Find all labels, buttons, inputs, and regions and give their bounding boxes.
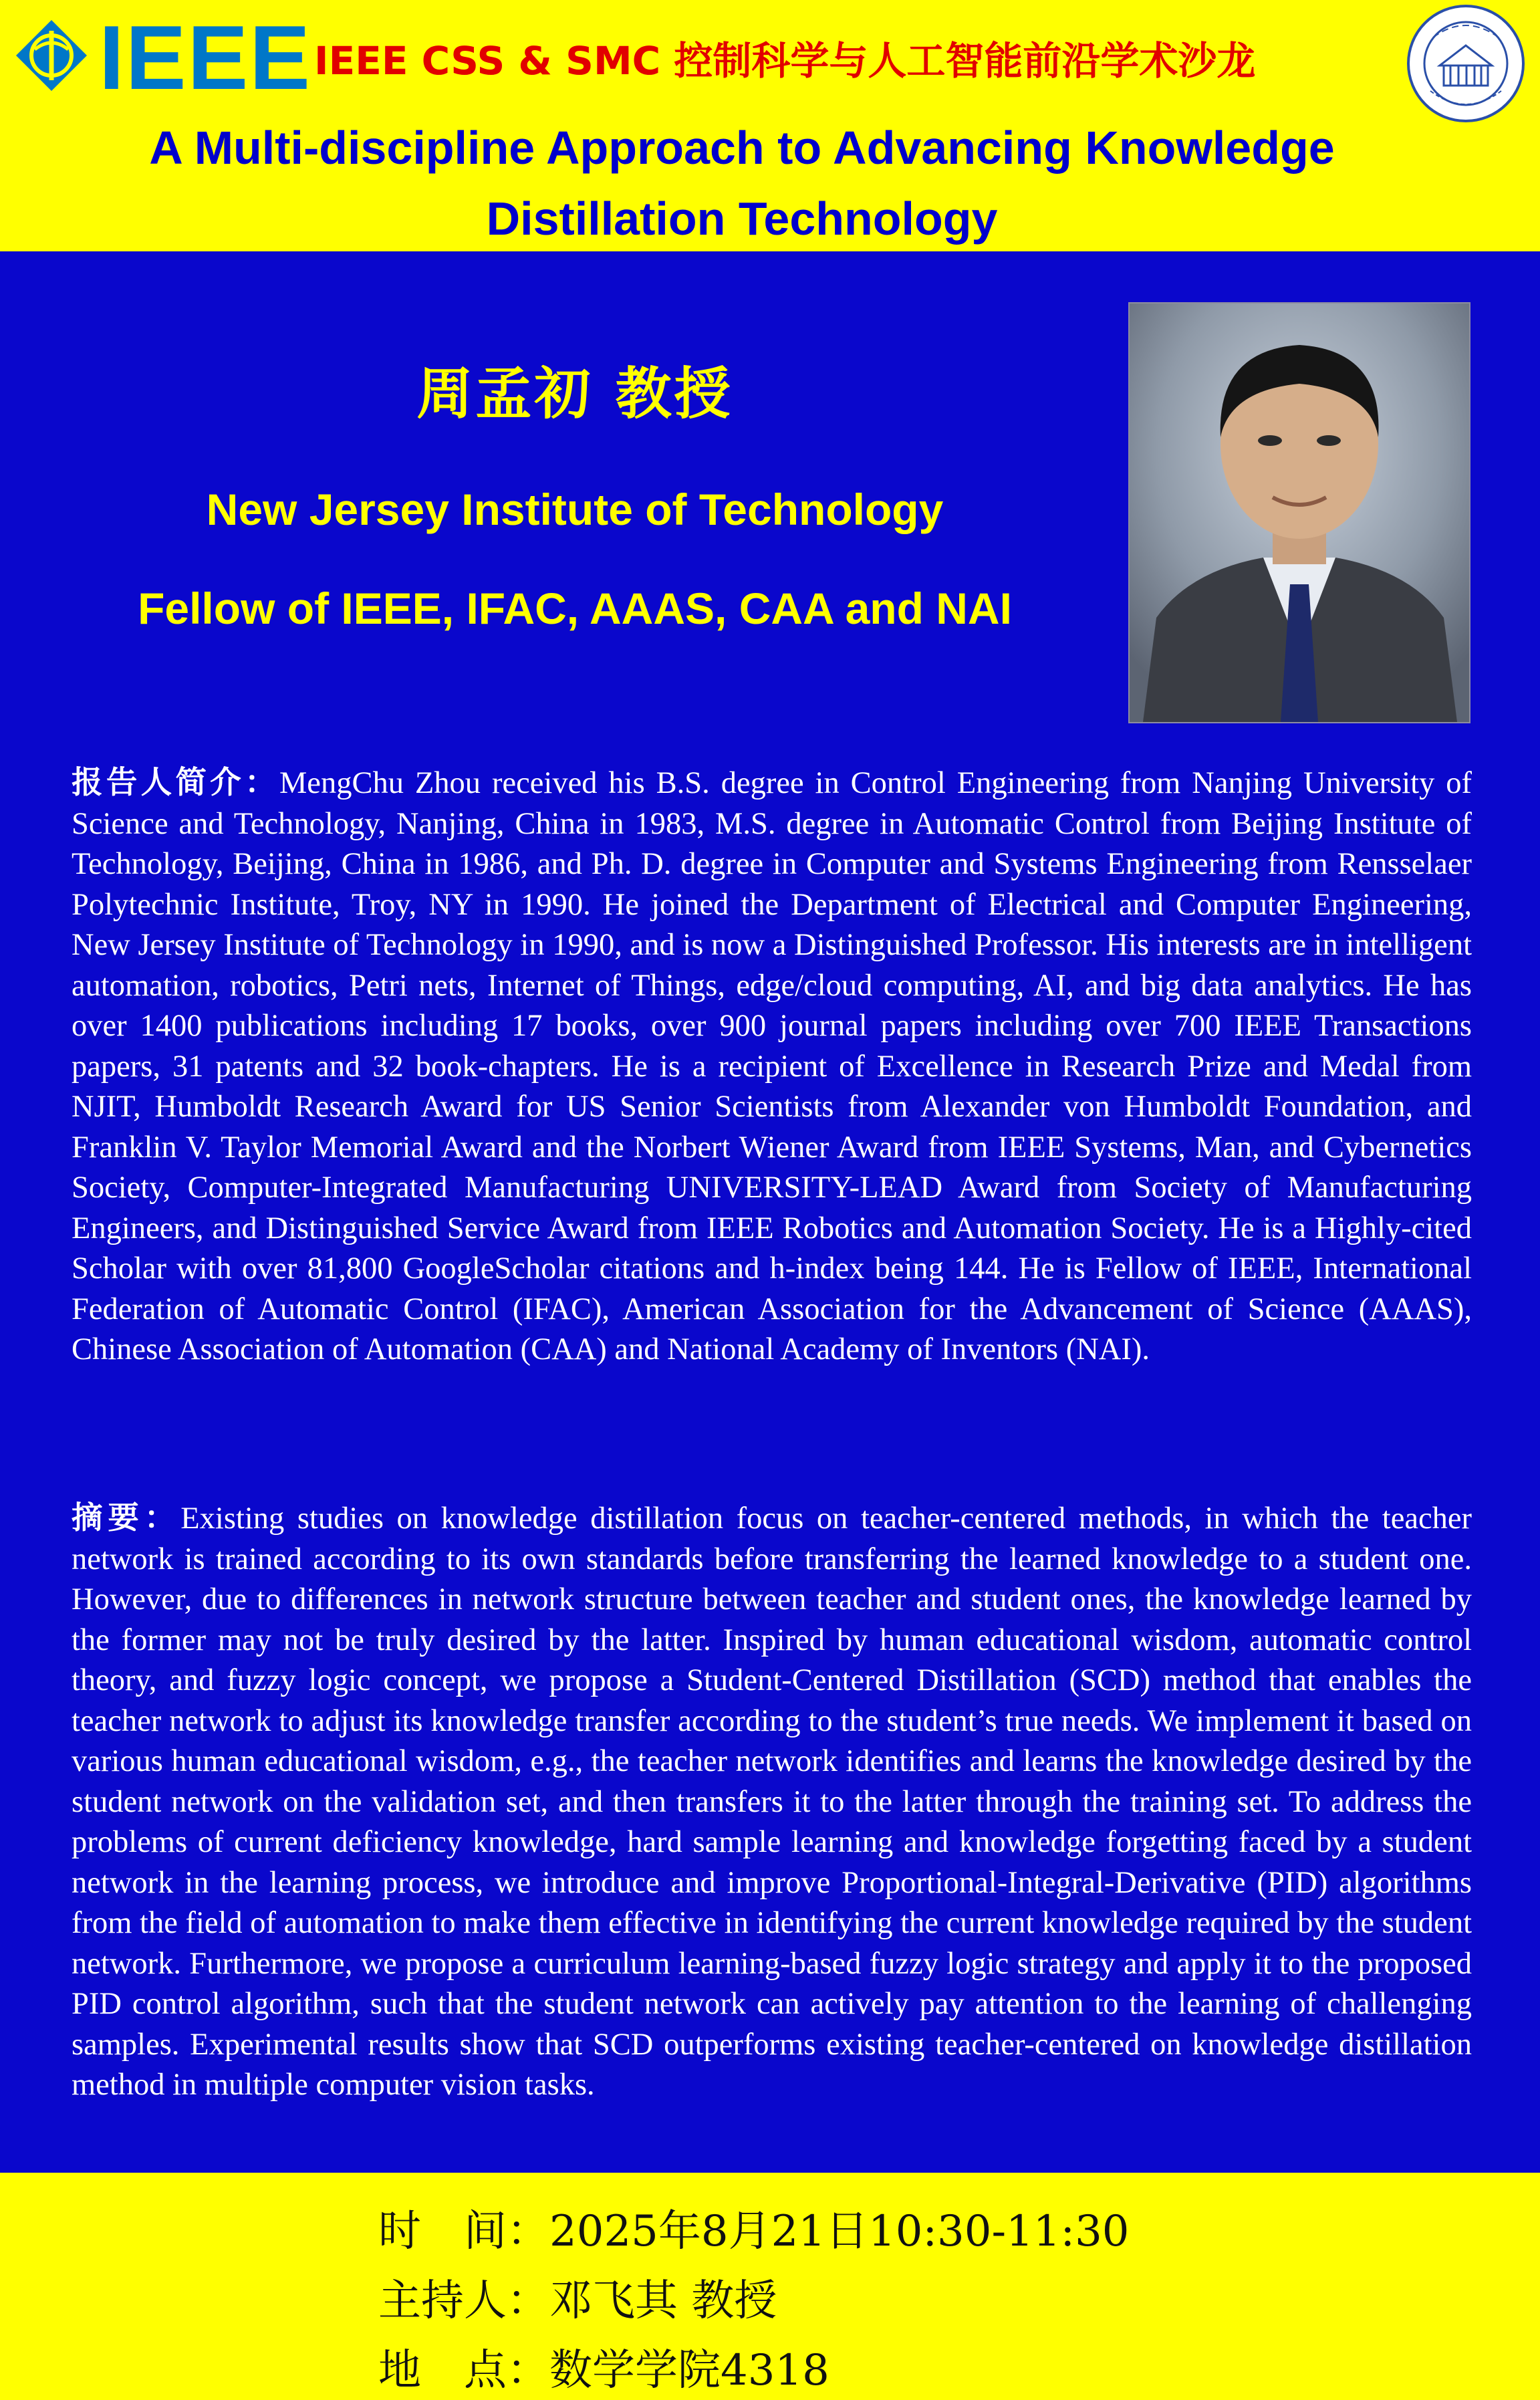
event-place-label-a: 地 — [378, 2346, 421, 2395]
event-host-value: 邓飞其 教授 — [549, 2276, 777, 2326]
abstract-label: 摘要： — [72, 1499, 181, 1536]
event-time-value: 2025年8月21日10:30-11:30 — [549, 2207, 1130, 2256]
event-place-value: 数学学院4318 — [549, 2346, 829, 2395]
university-seal-icon — [1406, 4, 1525, 123]
event-time — [378, 2197, 1515, 2258]
header-banner — [0, 0, 1540, 251]
ieee-logo — [15, 7, 311, 108]
abstract-text: Existing studies on knowledge distillation focus on teacher-centered methods, in which the teacher network is trained according to its own standards before transferring the learned knowledge to a student one. However, due to differences in network structure between teacher and student ones, the knowledge learned by the former may not be truly desired by the latter. Inspired by human educational wisdom, automatic control theory, and fuzzy logic concept, we propose a Student-Centered Distillation (SCD) method that enables the teacher network to adjust its knowledge transfer according to the student’s true needs. We implement it based on various human educational wisdom, e.g., the teacher network identifies and learns the knowledge desired by the student network on the validation set, and then transfers it to the latter through the training set. To address the problems of current deficiency knowledge, hard sample learning and knowledge forgetting faced by a student network in the learning process, we introduce and improve Proportional-Integral-Derivative (PID) algorithms from the field of automation to make them effective in identifying the current knowledge required by the student network. Furthermore, we propose a curriculum learning-based fuzzy logic strategy and apply it to the proposed PID control algorithm, such that the student network can actively pay attention to the learning of challenging samples. Experimental results show that SCD outperforms existing teacher-centered on knowledge distillation method in multiple computer vision tasks. — [72, 1502, 1472, 2102]
event-place — [378, 2336, 1515, 2397]
talk-title-line-1: A Multi-discipline Approach to Advancing Knowledge — [149, 122, 1335, 174]
talk-title-line-2: Distillation Technology — [486, 193, 998, 245]
speaker-name: 周孟初 教授 — [416, 360, 733, 427]
talk-abstract — [72, 1497, 1472, 2106]
ieee-diamond-icon — [15, 19, 88, 92]
speaker-affiliation: New Jersey Institute of Technology — [206, 485, 944, 534]
event-time-label-a: 时 — [378, 2207, 421, 2256]
salon-title: IEEE CSS & SMC 控制科学与人工智能前沿学术沙龙 — [314, 38, 1256, 84]
event-host — [378, 2266, 1515, 2328]
event-host-label: 主持人： — [378, 2276, 549, 2326]
bio-label: 报告人简介： — [72, 763, 279, 800]
speaker-bio — [72, 762, 1472, 1370]
event-place-label-b: 点： — [464, 2346, 549, 2395]
event-time-label-b: 间： — [464, 2207, 549, 2256]
bio-text: MengChu Zhou received his B.S. degree in Control Engineering from Nanjing University of Science and Technology, Nanjing, China in 1983, M.S. degree in Automatic Control from Beijing Institute of Technology, Beijing, China in 1986, and Ph. D. degree in Computer and Systems Engineering from Rensselaer Polytechnic Institute, Troy, NY in 1990. He joined the Department of Electrical and Computer Engineering, New Jersey Institute of Technology in 1990, and is now a Distinguished Professor. His interests are in intelligent automation, robotics, Petri nets, Internet of Things, edge/cloud computing, AI, and big data analytics. He has over 1400 publications including 17 books, over 900 journal papers including over 700 IEEE Transactions papers, 31 patents and 32 book-chapters. He is a recipient of Excellence in Research Prize and Medal from NJIT, Humboldt Research Award for US Senior Scientists from Alexander von Humboldt Foundation, and Franklin V. Taylor Memorial Award and the Norbert Wiener Award from IEEE Systems, Man, and Cybernetics Society, Computer-Integrated Manufacturing UNIVERSITY-LEAD Award from Society of Manufacturing Engineers, and Distinguished Service Award from IEEE Robotics and Automation Society. He is a Highly-cited Scholar with over 81,800 GoogleScholar citations and h-index being 144. He is Fellow of IEEE, International Federation of Automatic Control (IFAC), American Association for the Advancement of Science (AAAS), Chinese Association of Automation (CAA) and National Academy of Inventors (NAI). — [72, 766, 1472, 1366]
event-info-banner — [0, 2173, 1540, 2400]
speaker-fellowships: Fellow of IEEE, IFAC, AAAS, CAA and NAI — [138, 584, 1012, 633]
talk-title — [27, 112, 1457, 254]
speaker-photo — [1128, 302, 1470, 723]
ieee-logo-text: IEEE — [99, 7, 311, 108]
